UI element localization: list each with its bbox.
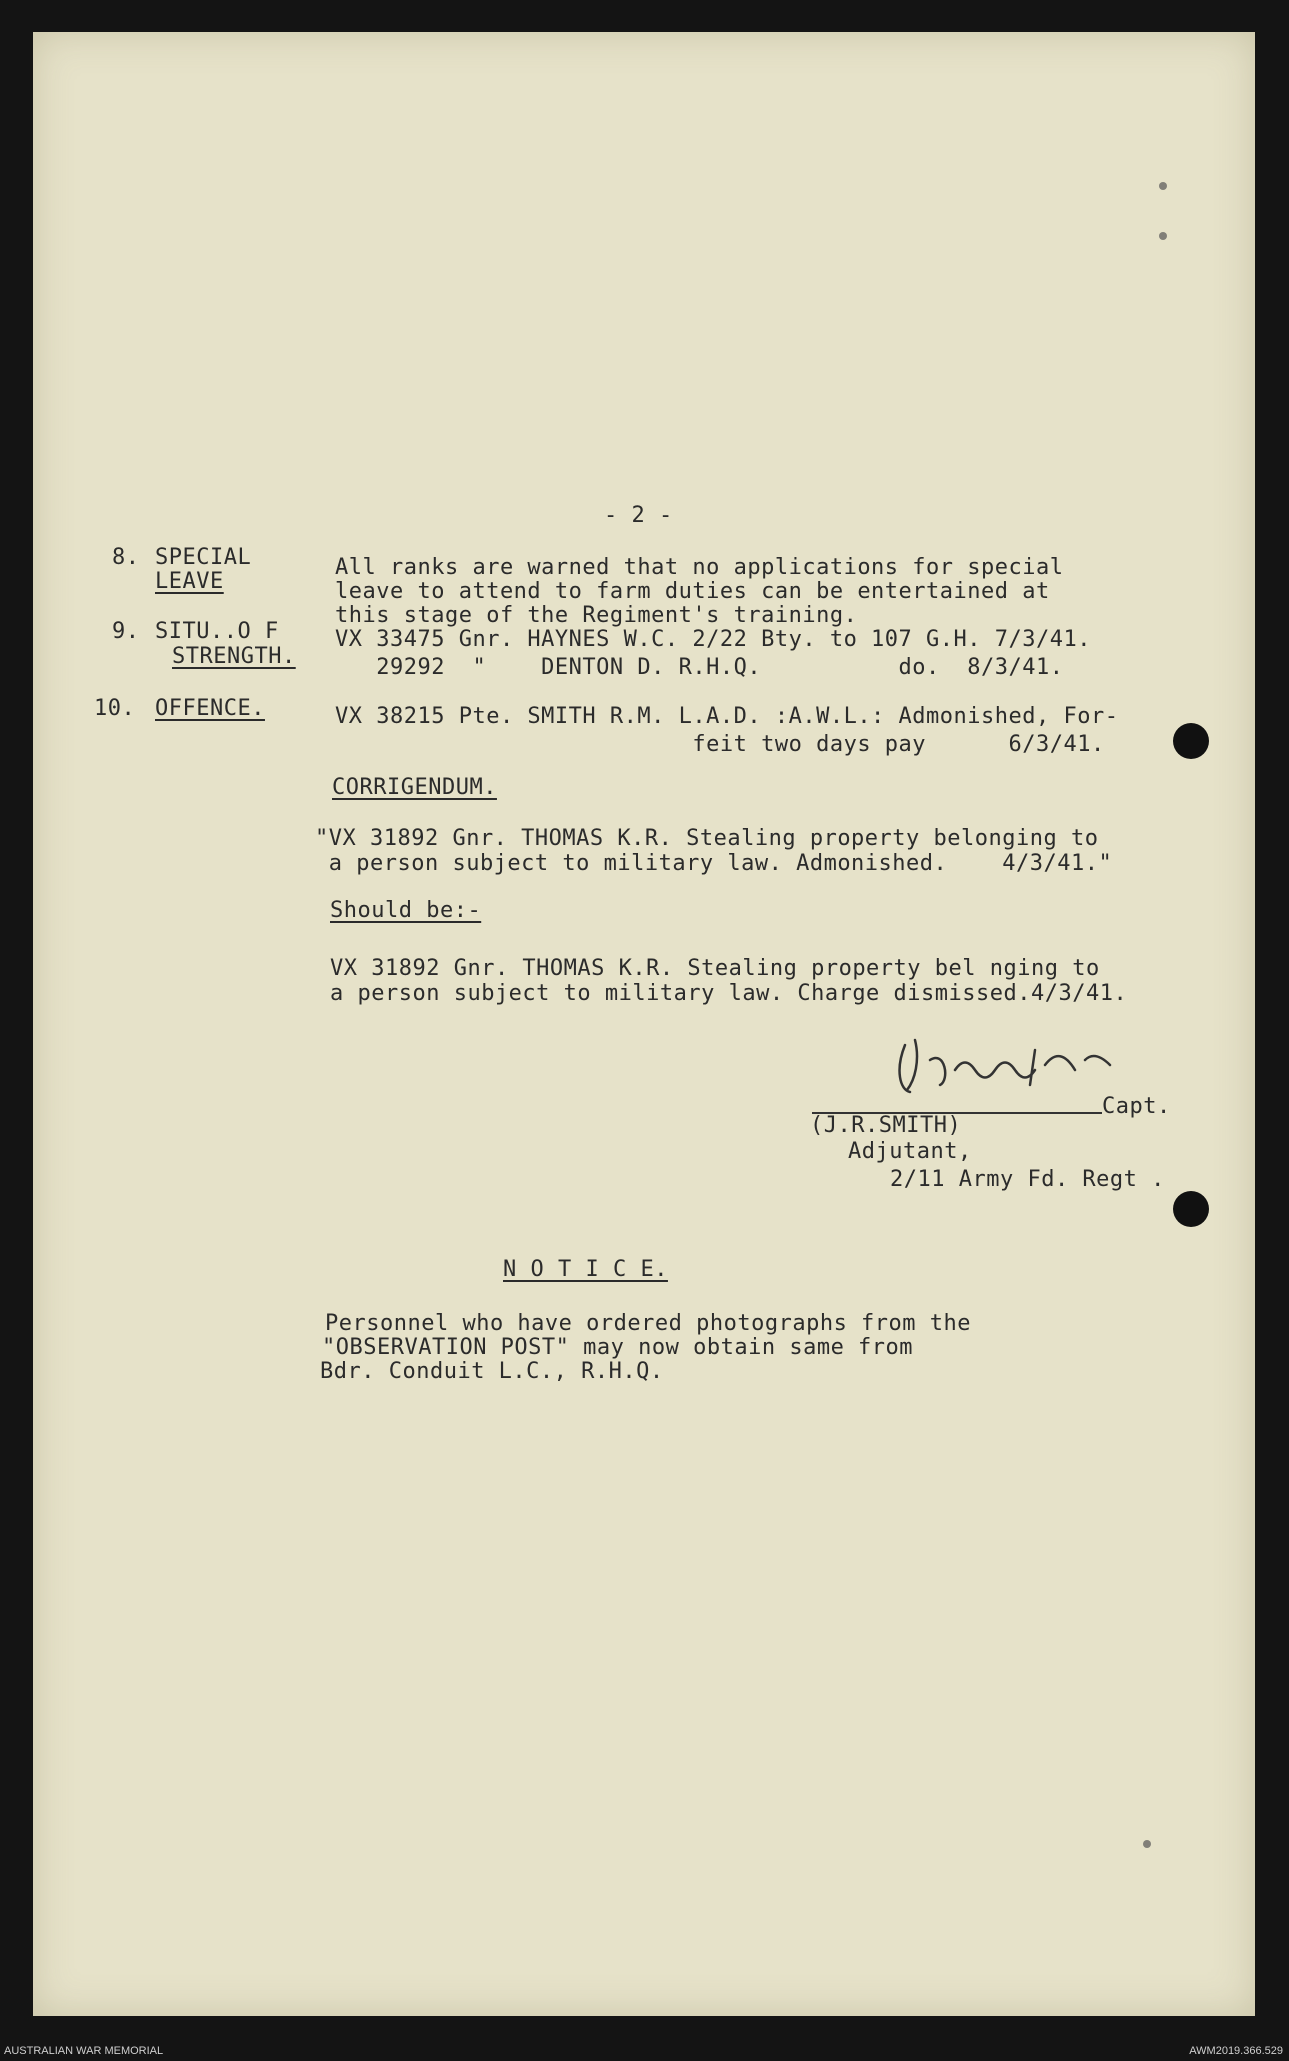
signature-title: Adjutant,	[848, 1139, 972, 1164]
item-number: 8.	[112, 545, 140, 570]
punch-hole-bottom	[1173, 1191, 1209, 1227]
item-heading: SPECIAL	[155, 545, 252, 570]
signature-name: (J.R.SMITH)	[810, 1113, 962, 1138]
item-number: 10.	[94, 696, 136, 721]
item-heading: STRENGTH.	[172, 644, 296, 669]
paper-mark	[1159, 182, 1167, 190]
item-text-line: leave to attend to farm duties can be entertained at	[335, 579, 1050, 604]
item-number: 9.	[112, 619, 140, 644]
item-heading: SITU..O F	[155, 619, 279, 644]
footer-accession-number: AWM2019.366.529	[1189, 2045, 1283, 2057]
item-heading: OFFENCE.	[155, 696, 265, 721]
item-text-line: All ranks are warned that no applications for special	[335, 555, 1064, 580]
item-text-line: feit two days pay 6/3/41.	[335, 732, 1105, 757]
item-text-line: VX 38215 Pte. SMITH R.M. L.A.D. :A.W.L.: Admonished, For-	[335, 704, 1119, 729]
handwritten-signature	[885, 1030, 1195, 1100]
paper-mark	[1159, 232, 1167, 240]
corrigendum-original-line: a person subject to military law. Admonished. 4/3/41."	[315, 851, 1113, 876]
footer-institution: AUSTRALIAN WAR MEMORIAL	[4, 2045, 164, 2057]
item-text-line: VX 33475 Gnr. HAYNES W.C. 2/22 Bty. to 107 G.H. 7/3/41.	[335, 627, 1091, 652]
signature-unit: 2/11 Army Fd. Regt .	[890, 1167, 1165, 1192]
corrigendum-corrected-line: VX 31892 Gnr. THOMAS K.R. Stealing property bel nging to	[330, 956, 1100, 981]
corrigendum-original-line: "VX 31892 Gnr. THOMAS K.R. Stealing property belonging to	[315, 826, 1099, 851]
item-text-line: 29292 " DENTON D. R.H.Q. do. 8/3/41.	[335, 655, 1064, 680]
item-heading: LEAVE	[155, 569, 224, 594]
notice-line: Bdr. Conduit L.C., R.H.Q.	[320, 1359, 664, 1384]
should-be-heading: Should be:-	[330, 898, 482, 923]
item-text-line: this stage of the Regiment's training.	[335, 603, 858, 628]
notice-line: Personnel who have ordered photographs from the	[325, 1311, 972, 1336]
corrigendum-corrected-line: a person subject to military law. Charge dismissed.4/3/41.	[330, 981, 1128, 1006]
corrigendum-heading: CORRIGENDUM.	[332, 775, 497, 800]
punch-hole-top	[1173, 723, 1209, 759]
signature-rank: Capt.	[1102, 1094, 1171, 1119]
notice-heading: N O T I C E.	[503, 1257, 668, 1282]
document-page	[33, 32, 1255, 2016]
page-number: - 2 -	[604, 503, 673, 528]
notice-line: "OBSERVATION POST" may now obtain same from	[322, 1335, 914, 1360]
paper-mark	[1143, 1840, 1151, 1848]
